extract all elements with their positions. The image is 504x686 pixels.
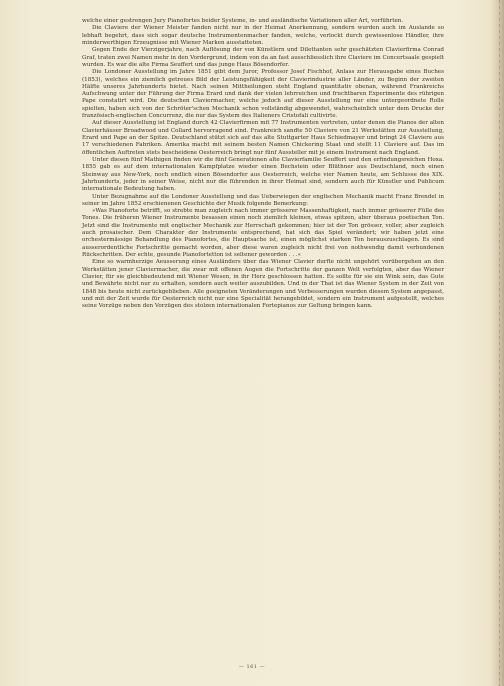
paragraph: Auf dieser Ausstellung ist England durch 42 Clavierfirmen mit 77 Instrumenten vertreten, unter denen die Pianos der alten Clavierhäuser Broadwood und Collard hervorragend sind. Frankreich sandte 50 Claviere von 21 Werkstätten zur Ausstellung, Erard und Pape an der Spitze. Deutschland stützt sich auf das alte Stuttgarter Haus Schiedmayer und bringt 24 Claviere aus 17 verschiedenen Fabriken. Amerika macht mit seinem besten Namen Chickering Staat und stellt 11 Claviere auf. Das im öffentlichen Auftreten stets bescheidene Oesterreich bringt nur fünf Aussteller mit je einem Instrument nach England. <box>82 120 444 156</box>
quotation: »Was Pianoforte betrifft, so strebte man zugleich nach immer grösserer Massenhaftigkeit, nach immer grösserer Fülle des Tones. Die früheren Wiener Instrumente besassen einen noch ziemlich kleinen, etwas spitzen, aber überaus poetischen Ton. Jetzt sind die Instrumente mit englischer Mechanik zur Herrschaft gekommen; hier ist der Ton grösser, voller, aber zugleich auch prosaischer. Dem Charakter der Instrumente entsprechend, hat sich das Spiel verändert; wir haben jetzt eine orchestermässige Behandlung des Pianofortes, die Hauptsache ist, einen möglichst starken Ton herauszuschlagen. Es sind ausserordentliche Fortschritte gemacht worden, aber diese waren zugleich nicht frei von nothwendig damit verbundenen Rückschritten. Der echte, gesunde Pianofortetton ist seltener geworden . . .« <box>82 208 444 258</box>
page-edge-shadow <box>490 0 504 686</box>
paragraph: Die Claviere der Wiener Meister fanden nicht nur in der Heimat Anerkennung, sondern wurden auch im Auslande so lebhaft begehrt, dass sich sogar deutsche Instrumentenmacher fanden, welche, verlockt durch gewissenlose Händler, ihre minderwerthigen Erzeugnisse mit Wiener Marken ausstatteten. <box>82 25 444 46</box>
paragraph: Gegen Ende der Vierzigerjahre, nach Auflösung der von Künstlern und Dilettanten sehr geschätzten Clavierfirma Conrad Graf, traten zwei Namen mehr in den Vordergrund, indem von da an fast ausschliesslich ihre Claviere im Concertsaale gespielt wurden. Es war die alte Firma Seuffert und das junge Haus Bösendorfer. <box>82 47 444 68</box>
paragraph: Unter Bezugnahme auf die Londoner Ausstellung und das Ueberwiegen der englischen Mechanik macht Franz Brendel in seiner im Jahre 1852 erschienenen Geschichte der Musik folgende Bemerkung: <box>82 193 444 207</box>
paragraph: Die Londoner Ausstellung im Jahre 1851 gibt dem Juror, Professor Josef Fischhof, Anlass zur Herausgabe eines Buches (1853), welches ein ziemlich getreues Bild der Leistungsfähigkeit der Clavierindustrie aller Länder, zu Beginn der zweiten Hälfte unseres Jahrhunderts bietet. Nach seinen Mittheilungen steht England quantitativ obenan, während Frankreichs Aufschwung unter der Führung der Firma Erard und dank der vielen lehrreichen und fruchtbaren Experimente des rührigen Pape constatirt wird. Die deutschen Claviermacher, welche jedoch auf dieser Ausstellung nur eine untergeordnete Rolle spielten, haben sich von der Schröter'schen Mechanik schon vollständig abgewendet, wahrscheinlich unter dem Drucke der französisch-englischen Concurrenz, die nur das System des Italieners Cristofali cultivirte. <box>82 69 444 120</box>
page-number: — 161 — <box>238 664 266 670</box>
paragraph: Unter diesen fünf Mathigen finden wir die fünf Generationen alte Clavierfamilie Seuffert und den erfindungsreichen Hoxa. 1855 gab es auf dem internationalen Kampfplatze wieder einen Bechstein oder Blüthner aus Deutschland, noch einen Steinway aus New-York, noch endlich einen Bösendorfer aus Oesterreich, welche vier Namen heute, am Schlusse des XIX. Jahrhunderts, jeder in seiner Weise, nicht nur die führenden in ihrer Heimat sind, sondern auch für Künstler und Publicum internationale Bedeutung haben. <box>82 156 444 193</box>
paragraph: welche einer gestrengen Jury Pianofortes beider Systeme, in- und ausländische Variationen aller Art, vorführten. <box>82 18 404 24</box>
paragraph: Eine so warmherzige Aeusserung eines Ausländers über das Wiener Clavier durfte nicht ungehört vorübergehen an den Werkstätten jener Claviermacher, die zwar mit offenen Augen die Fortschritte der ganzen Welt verfolgten, aber das Wiener Clavier, für sie gleichbedeutend mit Wiener Wesen, in ihr Herz geschlossen hatten. Es sollte für sie ein Wink sein, das Gute und Bewährte nicht nur zu erhalten, sondern auch weiter auszubilden. Und in der That ist das Wiener System in der Zeit von 1848 bis heute nicht zurückgeblieben. Alle geeigneten Veränderungen und Verbesserungen wurden diesem System angepasst, und mit der Zeit wurde für Oesterreich nicht nur eine Specialität herangebildet, sondern ein Instrument aufgestellt, welches seine Vorzüge neben den Vorzügen des stolzen internationalen Fortepianos zur Geltung bringen kann. <box>82 259 444 310</box>
body-text <box>82 18 444 311</box>
